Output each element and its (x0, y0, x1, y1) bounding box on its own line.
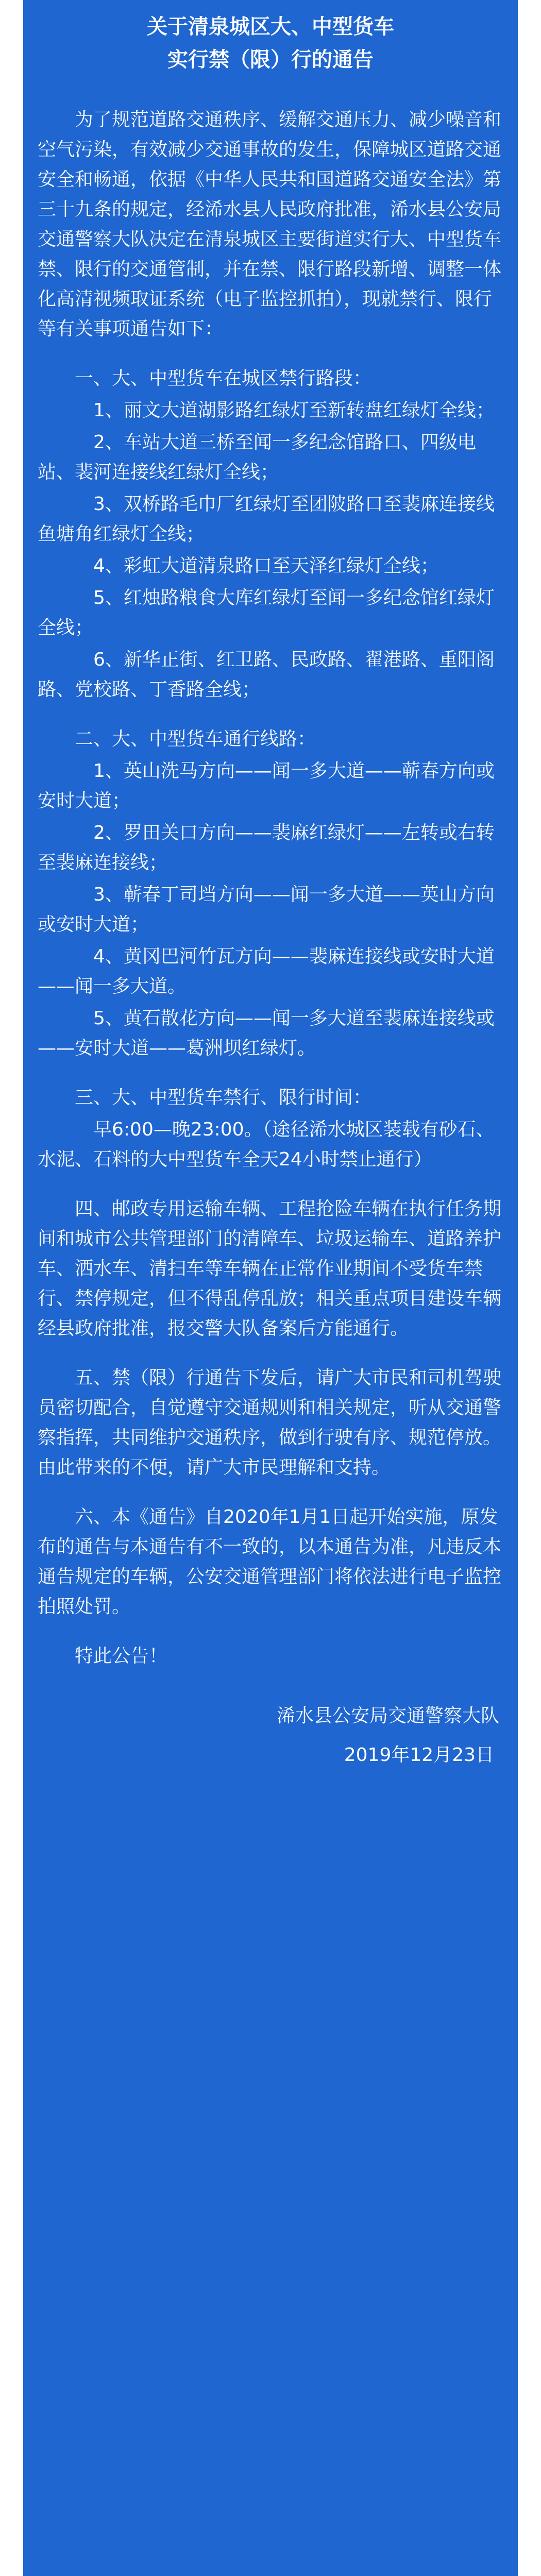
closing-text: 特此公告！ (75, 1646, 168, 1667)
paragraph-6: 六、本《通告》自2020年1月1日起开始实施，原发布的通告与本通告有不一致的，以本通告为准，凡违反本通告规定的车辆，公安交通管理部门将依法进行电子监控拍照处罚。 (38, 1506, 502, 1617)
title-block (38, 10, 503, 76)
section-1-item-3: 3、双桥路毛巾厂红绿灯至团陂路口至裴麻连接线鱼塘角红绿灯全线； (38, 494, 495, 545)
section-1 (38, 364, 503, 705)
section-2-heading: 二、大、中型货车通行线路： (75, 728, 316, 750)
paragraph-5: 五、禁（限）行通告下发后，请广大市民和司机驾驶员密切配合，自觉遵守交通规则和相关规定，听从交通警察指挥，共同维护交通秩序，做到行驶有序、规范停放。由此带来的不便，请广大市民理解和支持。 (38, 1367, 502, 1478)
title-line-1: 关于清泉城区大、中型货车 (147, 15, 394, 39)
section-2-item-2: 2、罗田关口方向——裴麻红绿灯——左转或右转至裴麻连接线； (38, 822, 495, 873)
section-1-item-5: 5、红烛路粮食大库红绿灯至闻一多纪念馆红绿灯全线； (38, 587, 495, 638)
section-2-item-4: 4、黄冈巴河竹瓦方向——裴麻连接线或安时大道——闻一多大道。 (38, 946, 495, 997)
title-line-2: 实行禁（限）行的通告 (167, 48, 374, 72)
section-2-item-3: 3、蕲春丁司垱方向——闻一多大道——英山方向或安时大道； (38, 884, 495, 935)
section-3-heading: 三、大、中型货车禁行、限行时间： (75, 1087, 372, 1108)
section-3-item-1: 早6:00—晚23:00。（途径浠水城区装载有砂石、水泥、石料的大中型货车全天24小时禁止通行） (38, 1119, 495, 1170)
section-1-item-1: 1、丽文大道湖影路红绿灯至新转盘红绿灯全线； (93, 400, 495, 421)
section-1-heading: 一、大、中型货车在城区禁行路段： (75, 368, 372, 389)
intro-paragraph: 为了规范道路交通秩序、缓解交通压力、减少噪音和空气污染，有效减少交通事故的发生，保障城区道路交通安全和畅通，依据《中华人民共和国道路交通安全法》第三十九条的规定，经浠水县人民政府批准，浠水县公安局交通警察大队决定在清泉城区主要街道实行大、中型货车禁、限行的交通管制，并在禁、限行路段新增、调整一体化高清视频取证系统（电子监控抓拍），现就禁行、限行等有关事项通告如下： (38, 109, 502, 340)
issue-date: 2019年12月23日 (344, 1744, 494, 1766)
section-1-item-6: 6、新华正街、红卫路、民政路、翟港路、重阳阁路、党校路、丁香路全线； (38, 649, 495, 700)
notice-panel (23, 0, 518, 2576)
date-row (38, 1740, 503, 1770)
section-2 (38, 724, 503, 1063)
section-2-item-1: 1、英山洗马方向——闻一多大道——蕲春方向或安时大道； (38, 760, 495, 811)
issuer-name: 浠水县公安局交通警察大队 (276, 1705, 499, 1726)
paragraph-4: 四、邮政专用运输车辆、工程抢险车辆在执行任务期间和城市公共管理部门的清障车、垃圾运输车、道路养护车、洒水车、清扫车等车辆在正常作业期间不受货车禁行、禁停规定，但不得乱停乱放；相关重点项目建设车辆经县政府批准，报交警大队备案后方能通行。 (38, 1198, 502, 1339)
signature-block (38, 1701, 503, 1731)
section-2-item-5: 5、黄石散花方向——闻一多大道至裴麻连接线或——安时大道——葛洲坝红绿灯。 (38, 1008, 495, 1059)
section-3 (38, 1083, 503, 1175)
section-1-item-2: 2、车站大道三桥至闻一多纪念馆路口、四级电站、裴河连接线红绿灯全线； (38, 432, 476, 483)
section-1-item-4: 4、彩虹大道清泉路口至天泽红绿灯全线； (93, 555, 439, 577)
